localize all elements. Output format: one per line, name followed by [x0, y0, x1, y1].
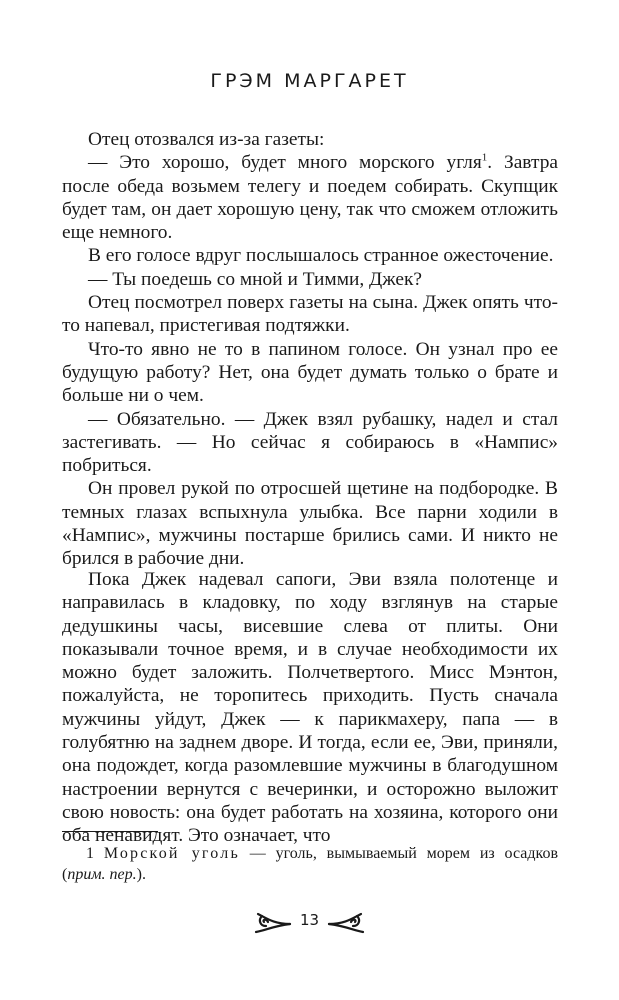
- paragraph: Отец отозвался из-за газеты:: [88, 129, 325, 150]
- paragraph: Пока Джек надевал сапоги, Эви взяла полотенце и направилась в кладовку, по ходу взглянув на старые дедушкины часы, висевшие слева от плиты. Они показывали точное время, и в случае необходимости их можно будет заложить. Полчетвертого. Мисс Мэнтон, пожалуйста, не торопитесь приходить. Пусть сначала мужчины уйдут, Джек — к парикмахеру, папа — в голубятню на заднем дворе. И тогда, если ее, Эви, приняли, она подождет, когда разомлевшие мужчины в благодушном настроении вернутся с вечеринки, и осторожно выложит свою новость: она будет работать на хозяина, которого они оба ненавидят. Это означает, что: [62, 569, 558, 847]
- footnote-end: ).: [136, 866, 146, 883]
- footnote-reference[interactable]: 1: [481, 151, 488, 164]
- paragraph: Отец посмотрел поверх газеты на сына. Джек опять что-то напевал, пристегивая подтяжки.: [62, 292, 558, 337]
- paragraph-part: . Завтра после обеда возьмем телегу и поедем собирать. Скупщик будет там, он дает хорошую цену, так что сможем отложить еще немного.: [62, 152, 558, 244]
- paragraph: Он провел рукой по отросшей щетине на подбородке. В темных глазах вспыхнула улыбка. Все парни ходили в «Нампис», мужчины постарше брились сами. И никто не брился в рабочие дни.: [62, 478, 558, 570]
- footnote: [62, 843, 558, 885]
- paragraph-part: — Это хорошо, будет много морского угля: [88, 152, 482, 174]
- page-number: 13: [299, 911, 320, 929]
- running-header: ГРЭМ МАРГАРЕТ: [210, 70, 409, 92]
- footnote-divider: [62, 831, 158, 832]
- paragraph: — Ты поедешь со мной и Тимми, Джек?: [88, 268, 423, 290]
- text-block-2: [62, 568, 558, 848]
- footnote-term: Морской уголь: [103, 845, 240, 862]
- text-block-1: [62, 128, 558, 571]
- footnote-definition: — уголь, вымываемый морем из осадков (: [62, 845, 558, 883]
- paragraph: В его голосе вдруг послышалось странное ожесточение.: [88, 245, 554, 267]
- footnote-translator-note: прим. пер.: [67, 866, 137, 883]
- paragraph: — Обязательно. — Джек взял рубашку, надел и стал застегивать. — Но сейчас я собираюсь в «Нампис» побриться.: [62, 408, 558, 477]
- footnote-number: 1: [86, 845, 94, 862]
- paragraph-with-footnote: [62, 151, 558, 244]
- paragraph: Что-то явно не то в папином голосе. Он узнал про ее будущую работу? Нет, она будет думать только о брате и больше ни о чем.: [62, 338, 558, 407]
